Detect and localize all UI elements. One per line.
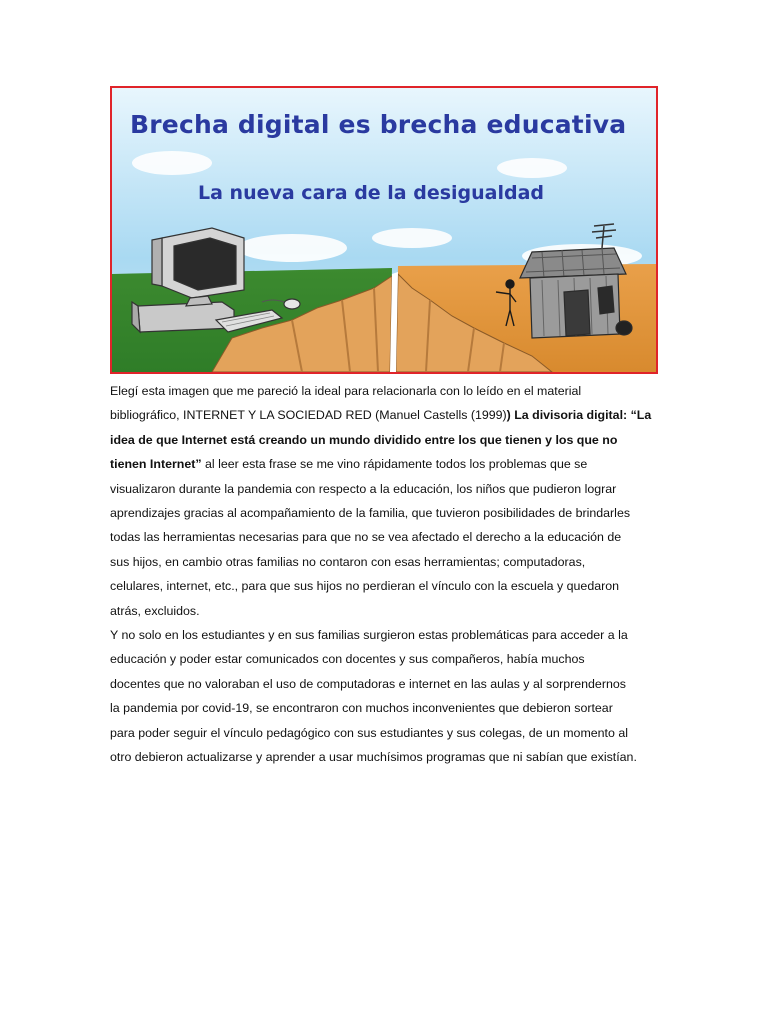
text-line: otro debieron actualizarse y aprender a usar muchísimos programas que ni sabían que existían. <box>110 750 637 765</box>
text-line: idea de que Internet está creando un mundo dividido entre los que tienen y los que no <box>110 432 618 447</box>
text-line: la pandemia por covid-19, se encontraron con muchos inconvenientes que debieron sortear <box>110 701 613 716</box>
text-line <box>110 403 662 427</box>
bold-text-span: ) La divisoria digital: “La <box>506 408 652 423</box>
body-text <box>110 379 662 770</box>
text-line: aprendizajes gracias al acompañamiento de la familia, que tuvieron posibilidades de brindarles <box>110 506 631 521</box>
figure-title: Brecha digital es brecha educativa <box>130 110 627 139</box>
text-span: al leer esta frase se me vino rápidamente todos los problemas que se <box>201 457 588 472</box>
text-line: Y no solo en los estudiantes y en sus familias surgieron estas problemáticas para acceder a la <box>110 628 628 643</box>
paragraph-1 <box>110 379 662 623</box>
text-line: celulares, internet, etc., para que sus hijos no perdieran el vínculo con la escuela y quedaron <box>110 579 620 594</box>
text-line: para poder seguir el vínculo pedagógico con sus estudiantes y sus colegas, de un momento al <box>110 725 628 740</box>
text-line: atrás, excluidos. <box>110 603 200 618</box>
text-line: visualizaron durante la pandemia con respecto a la educación, los niños que pudieron lograr <box>110 481 617 496</box>
text-line: Elegí esta imagen que me pareció la ideal para relacionarla con lo leído en el material <box>110 384 582 398</box>
text-line: educación y poder estar comunicados con docentes y sus compañeros, había muchos <box>110 652 585 667</box>
figure-subtitle: La nueva cara de la desigualdad <box>198 182 545 204</box>
bold-text-span: tienen Internet” <box>110 457 202 472</box>
illustration-figure <box>110 86 658 374</box>
text-line: docentes que no valoraban el uso de computadoras e internet en las aulas y al sorprendernos <box>110 676 626 691</box>
paragraph-2 <box>110 623 662 769</box>
text-line <box>110 452 662 476</box>
text-line: todas las herramientas necesarias para que no se vea afectado el derecho a la educación de <box>110 530 622 545</box>
text-span: bibliográfico, INTERNET Y LA SOCIEDAD RED (Manuel Castells (1999) <box>110 408 507 423</box>
text-line: sus hijos, en cambio otras familias no contaron con esas herramientas; computadoras, <box>110 554 586 569</box>
